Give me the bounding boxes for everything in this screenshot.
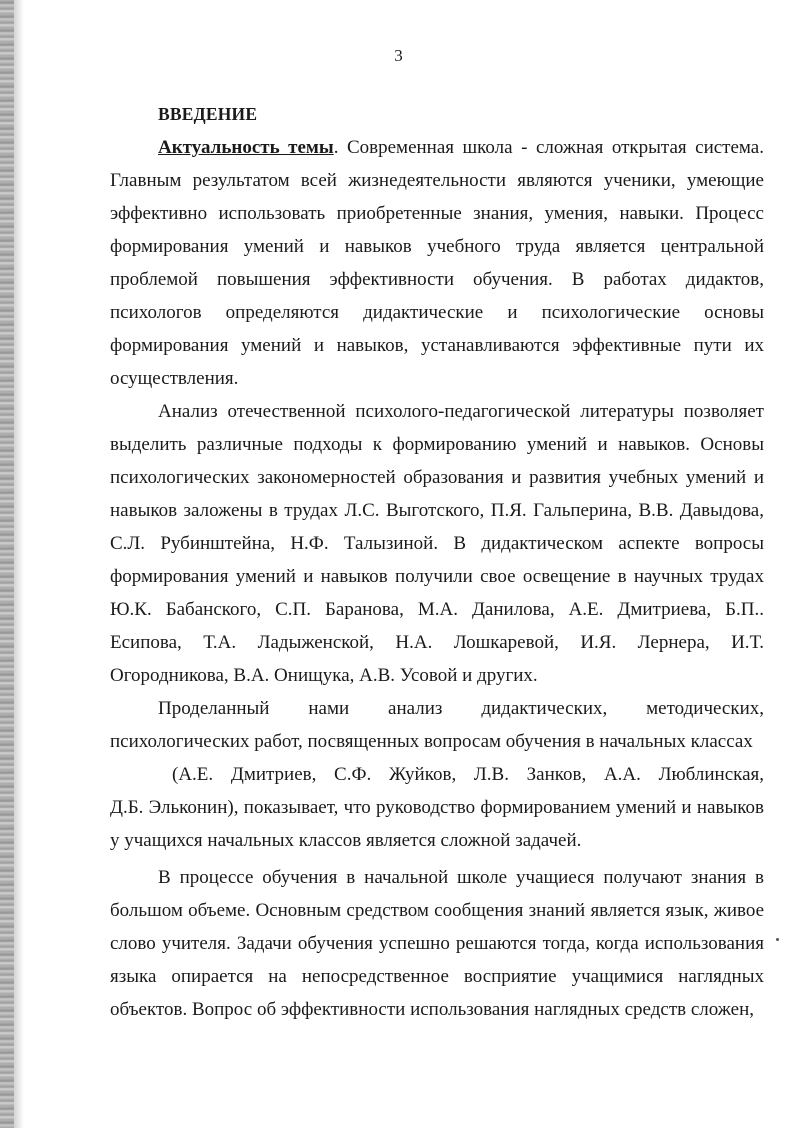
paragraph-line: психологических работ, посвященных вопросам обучения в начальных классах xyxy=(110,731,753,752)
paragraph-text: . Современная школа - сложная открытая система. Главным результатом всей жизнедеятельности являются ученики, умеющие эффективно использовать приобретенные знания, умения, навыки. Процесс формирования умений и навыков учебного труда является центральной проблемой повышения эффективности обучения. В работах дидактов, психологов определяются дидактические и психологические основы формирования умений и навыков, устанавливаются эффективные пути их осуществления. xyxy=(110,137,764,389)
paragraph-line: Проделанный нами анализ дидактических, методических, xyxy=(158,698,764,719)
scan-binding-shadow xyxy=(14,0,24,1128)
paragraph-analysis-results xyxy=(110,692,764,857)
document-body xyxy=(110,98,764,1026)
section-heading: ВВЕДЕНИЕ xyxy=(158,104,258,124)
paragraph-line: Д.Б. Эльконин), показывает, что руководство формированием умений и навыков у учащихся начальных классов является сложной задачей. xyxy=(110,797,764,851)
paragraph-relevance xyxy=(110,131,764,395)
paragraph-literature-analysis: Анализ отечественной психолого-педагогической литературы позволяет выделить различные подходы к формированию умений и навыков. Основы психологических закономерностей образования и развития учебных умений и навыков заложены в трудах Л.С. Выготского, П.Я. Гальперина, В.В. Давыдова, С.Л. Рубинштейна, Н.Ф. Талызиной. В дидактическом аспекте вопросы формирования умений и навыков получили свое освещение в научных трудах Ю.К. Бабанского, С.П. Баранова, М.А. Данилова, А.Е. Дмитриева, Б.П.. Есипова, Т.А. Ладыженской, Н.А. Лошкаревой, И.Я. Лернера, И.Т. Огородникова, В.А. Онищука, А.В. Усовой и других. xyxy=(110,401,764,686)
scan-speck xyxy=(776,938,779,941)
page-number: 3 xyxy=(394,46,403,65)
scan-binding-strip xyxy=(0,0,14,1128)
paragraph-primary-school-learning: В процессе обучения в начальной школе учащиеся получают знания в большом объеме. Основным средством сообщения знаний является язык, живое слово учителя. Задачи обучения успешно решаются тогда, когда использования языка опирается на непосредственное восприятие учащимися наглядных объектов. Вопрос об эффективности использования наглядных средств сложен, xyxy=(110,867,764,1020)
paragraph-line: (А.Е. Дмитриев, С.Ф. Жуйков, Л.В. Занков, А.А. Люблинская, xyxy=(172,764,764,785)
paragraph-lead-term: Актуальность темы xyxy=(158,137,334,158)
